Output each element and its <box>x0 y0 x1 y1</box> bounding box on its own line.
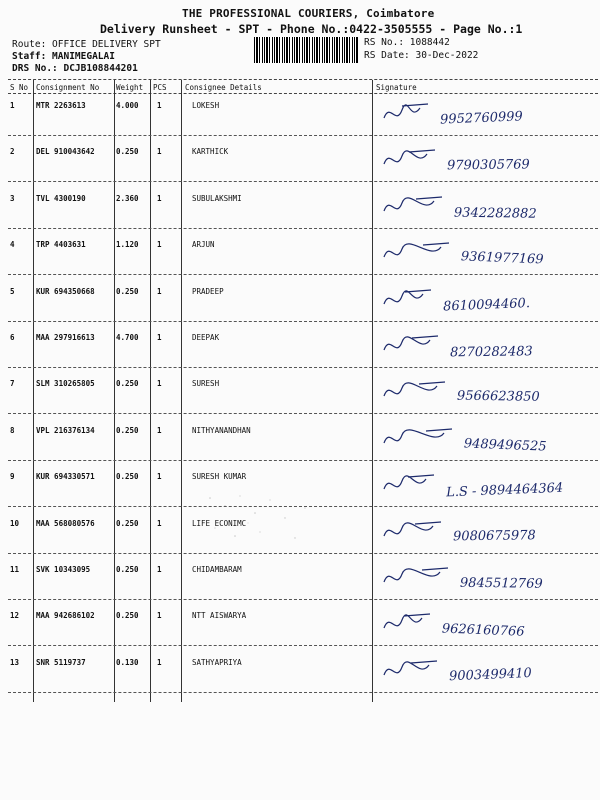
signature <box>380 282 590 322</box>
row-separator <box>8 321 598 322</box>
row-weight: 2.360 <box>116 193 139 203</box>
col-header-consignee: Consignee Details <box>185 83 262 92</box>
signature-phone: 9626160766 <box>441 621 525 641</box>
row-pcs: 1 <box>157 240 162 250</box>
row-pcs: 1 <box>157 611 162 621</box>
row-sno: 5 <box>10 286 15 296</box>
row-weight: 0.250 <box>116 425 139 435</box>
staff-label: Staff: MANIMEGALAI <box>12 51 115 62</box>
table-row <box>0 419 600 465</box>
row-sno: 8 <box>10 425 15 435</box>
signature <box>380 560 590 600</box>
table-row <box>0 187 600 233</box>
row-weight: 0.250 <box>116 286 139 296</box>
row-sno: 6 <box>10 333 15 342</box>
row-consignee: SURESH KUMAR <box>192 472 247 482</box>
row-separator <box>8 135 598 136</box>
row-separator <box>8 367 598 368</box>
signature-scribble <box>384 661 437 675</box>
signature-phone: 9489496525 <box>463 436 547 455</box>
row-pcs: 1 <box>157 147 162 157</box>
row-pcs: 1 <box>157 518 162 528</box>
row-weight: 4.700 <box>116 333 139 342</box>
row-separator <box>8 599 598 600</box>
row-consignee: PRADEEP <box>192 286 224 296</box>
rs-date: RS Date: 30-Dec-2022 <box>364 50 479 61</box>
row-pcs: 1 <box>157 286 162 296</box>
row-pcs: 1 <box>157 333 162 342</box>
row-weight: 0.250 <box>116 565 139 574</box>
signature <box>380 467 590 507</box>
row-pcs: 1 <box>157 565 162 574</box>
signature <box>380 235 590 275</box>
row-sno: 4 <box>10 240 15 250</box>
signature <box>380 374 590 414</box>
row-consignment: SVK 10343095 <box>36 565 91 574</box>
row-consignee: SURESH <box>192 379 220 389</box>
row-consignment: KUR 694350668 <box>36 286 95 296</box>
row-consignee: LOKESH <box>192 101 220 110</box>
row-weight: 0.250 <box>116 472 139 482</box>
row-sno: 11 <box>10 565 20 574</box>
row-consignment: TRP 4403631 <box>36 240 86 250</box>
row-consignee: KARTHICK <box>192 147 229 157</box>
table-row <box>0 651 600 697</box>
signature <box>380 328 590 368</box>
table-row <box>0 465 600 511</box>
row-consignee: LIFE ECONIMC <box>192 518 247 528</box>
signature-scribble <box>384 104 428 118</box>
signature-scribble <box>384 290 431 304</box>
row-consignment: KUR 694330571 <box>36 472 95 482</box>
row-weight: 0.130 <box>116 657 139 667</box>
table-row <box>0 233 600 279</box>
row-consignee: ARJUN <box>192 240 215 250</box>
rs-number: RS No.: 1088442 <box>364 37 450 48</box>
row-pcs: 1 <box>157 425 162 435</box>
row-pcs: 1 <box>157 193 162 203</box>
company-title: THE PROFESSIONAL COURIERS, Coimbatore <box>182 7 435 20</box>
table-row <box>0 372 600 418</box>
signature-scribble <box>384 197 442 211</box>
row-consignment: VPL 216376134 <box>36 425 95 435</box>
row-consignee: NTT AISWARYA <box>192 611 247 621</box>
signature-scribble <box>384 614 430 628</box>
signature <box>380 653 590 693</box>
signature-scribble <box>384 382 445 396</box>
row-separator <box>8 274 598 275</box>
header-rule-top <box>8 79 598 80</box>
row-weight: 0.250 <box>116 518 139 528</box>
signature-scribble <box>384 150 435 164</box>
col-header-sno: S No <box>10 83 29 92</box>
signature-phone: 9845512769 <box>459 575 543 592</box>
row-pcs: 1 <box>157 101 162 110</box>
row-consignee: CHIDAMBARAM <box>192 565 242 574</box>
signature-scribble <box>384 429 452 443</box>
signature <box>380 421 590 461</box>
row-separator <box>8 460 598 461</box>
signature-phone: 9080675978 <box>452 527 536 544</box>
row-weight: 0.250 <box>116 147 139 157</box>
signature-scribble <box>384 475 434 489</box>
row-consignment: MAA 942686102 <box>36 611 95 621</box>
col-header-signature: Signature <box>376 83 417 92</box>
row-consignment: MTR 2263613 <box>36 101 86 110</box>
row-sno: 10 <box>10 518 20 528</box>
row-sno: 7 <box>10 379 15 389</box>
row-consignment: DEL 910043642 <box>36 147 95 157</box>
barcode <box>254 37 358 63</box>
row-sno: 13 <box>10 657 20 667</box>
signature-phone: 9003499410 <box>448 665 533 685</box>
row-pcs: 1 <box>157 657 162 667</box>
row-pcs: 1 <box>157 379 162 389</box>
signature-phone: 9790305769 <box>446 157 530 174</box>
col-header-pcs: PCS <box>153 83 167 92</box>
row-separator <box>8 181 598 182</box>
runsheet-subtitle: Delivery Runsheet - SPT - Phone No.:0422-3505555 - Page No.:1 <box>100 22 523 36</box>
row-consignment: SNR 5119737 <box>36 657 86 667</box>
table-row <box>0 604 600 650</box>
row-weight: 0.250 <box>116 611 139 621</box>
drs-number: DRS No.: DCJB108844201 <box>12 63 138 74</box>
row-weight: 0.250 <box>116 379 139 389</box>
signature-phone: L.S - 9894464364 <box>445 480 564 501</box>
signature-scribble <box>384 568 448 582</box>
route-label: Route: OFFICE DELIVERY SPT <box>12 39 161 50</box>
row-consignee: SATHYAPRIYA <box>192 657 242 667</box>
signature <box>380 96 590 136</box>
signature-phone: 8270282483 <box>449 344 533 361</box>
signature <box>380 142 590 182</box>
table-row <box>0 140 600 186</box>
row-separator <box>8 506 598 507</box>
row-consignee: NITHYANANDHAN <box>192 425 251 435</box>
table-row <box>0 94 600 140</box>
col-header-consignment: Consignment No <box>36 83 100 92</box>
row-consignee: SUBULAKSHMI <box>192 193 242 203</box>
row-separator <box>8 413 598 414</box>
signature <box>380 514 590 554</box>
row-separator <box>8 692 598 693</box>
table-row <box>0 280 600 326</box>
signature-scribble <box>384 243 449 257</box>
signature-phone: 8610094460. <box>442 295 531 315</box>
row-pcs: 1 <box>157 472 162 482</box>
signature <box>380 189 590 229</box>
row-consignment: SLM 310265805 <box>36 379 95 389</box>
row-sno: 9 <box>10 472 15 482</box>
signature-phone: 9952760999 <box>439 109 524 128</box>
signature-scribble <box>384 522 441 536</box>
row-weight: 4.000 <box>116 101 139 110</box>
table-row <box>0 326 600 372</box>
row-consignment: TVL 4300190 <box>36 193 86 203</box>
row-consignment: MAA 297916613 <box>36 333 95 342</box>
row-weight: 1.120 <box>116 240 139 250</box>
signature <box>380 606 590 646</box>
row-separator <box>8 645 598 646</box>
row-sno: 1 <box>10 101 15 110</box>
row-separator <box>8 228 598 229</box>
row-sno: 3 <box>10 193 15 203</box>
row-consignee: DEEPAK <box>192 333 220 342</box>
table-row <box>0 512 600 558</box>
col-header-weight: Weight <box>116 83 144 92</box>
signature-phone: 9361977169 <box>460 249 544 268</box>
row-sno: 12 <box>10 611 20 621</box>
row-separator <box>8 553 598 554</box>
signature-scribble <box>384 336 438 350</box>
table-row <box>0 558 600 604</box>
signature-phone: 9566623850 <box>456 389 540 406</box>
row-consignment: MAA 568080576 <box>36 518 95 528</box>
signature-phone: 9342282882 <box>453 205 537 222</box>
row-sno: 2 <box>10 147 15 157</box>
